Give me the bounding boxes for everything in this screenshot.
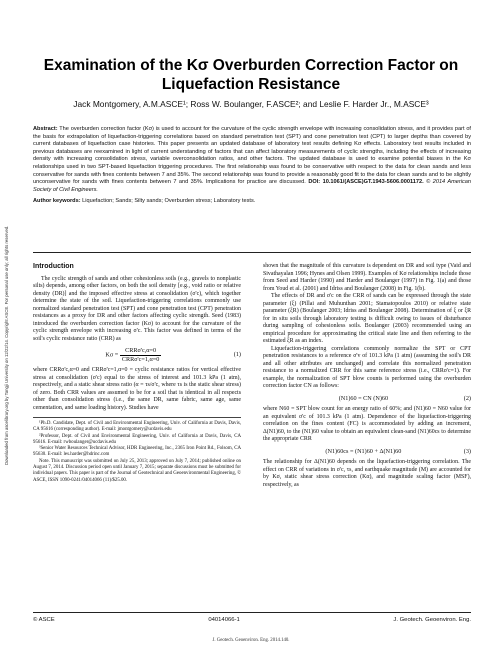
equation-2-number: (2) — [463, 394, 471, 402]
manuscript-note: Note. This manuscript was submitted on July 25, 2013; approved on July 7, 2014; published online on August 7, 2014. Discussion period open until January 7, 2015; separate discussions must be submitted for individual papers. This paper is part of the Journal of Geotechnical and Geoenvironmental Engineering, © ASCE, ISSN 1090-0241/04014066 (11)/$25.00. — [33, 458, 241, 483]
equation-2 — [263, 395, 471, 403]
abstract-label: Abstract: — [33, 126, 58, 132]
right-paragraph-5: The relationship for Δ(N1)60 depends on the liquefaction-triggering correlation. The effect on CRR of variations in σ'c, τs, and earthquake magnitude (M) are accounted for by Kσ, static shear stress correction (Kα), and magnitude scaling factor (MSF), respectively, as — [263, 459, 471, 488]
footer-page-id: 04014066-1 — [208, 617, 240, 623]
author-list: Jack Montgomery, A.M.ASCE¹; Ross W. Boulanger, F.ASCE²; and Leslie F. Harder Jr., M.ASCE³ — [73, 99, 429, 109]
abstract-text: The overburden correction factor (Kσ) is used to account for the curvature of the cyclic strength envelope with increasing consolidation stress, and it provides part of the basis for extrapolation of liquefaction-triggering correlations based on standard penetration test (SPT) and cone penetration test (CPT) to larger depths than covered by current databases of liquefaction case histories. This paper presents an updated database of laboratory test results defining Kσ effects. Laboratory test results included in previous databases are reexamined in light of current understanding of factors that can affect laboratory measurements of cyclic strengths, including the effects of increasing density with increasing consolidation stress, variable overconsolidation ratios, and other factors. The updated database is used to examine potential biases in the Kσ relationships used in two SPT-based liquefaction triggering procedures. The first relationship was found to be conservative with respect to the data for clean sands and less conservative for sands with fines contents between 7 and 35%. The second relationship was found to provide a reasonably good fit to the data for clean sands and to be slightly unconservative for sands with fines contents between 7 and 35%. Implications for practice are discussed. — [33, 126, 471, 186]
copyright-line: © 2014 American Society of Civil Engineers. — [33, 179, 472, 193]
intro-paragraph-1: The cyclic strength of sands and other cohesionless soils (e.g., gravels to nonplastic silts) depends, among other factors, on both the soil density [e.g., void ratio or relative density (DR)] and the imposed effective stress at consolidation (σ'c), which together determine the state of the soil. Liquefaction-triggering correlations commonly use normalized standard penetration test (SPT) and cone penetration test (CPT) penetration resistances as a proxy for DR and other factors affecting cyclic strength. Seed (1983) introduced the overburden correction factor (Kσ) to account for the curvature of the cyclic strength envelope with increasing σ'c. This factor was defined in terms of the soil's cyclic resistance ratio (CRR) as — [33, 275, 241, 342]
section-heading-introduction: Introduction — [33, 263, 74, 270]
right-column — [263, 263, 471, 489]
equation-2-body: (N1)60 = CN (N)60 — [338, 394, 389, 402]
equation-1-number: (1) — [233, 351, 241, 359]
keywords-text: Liquefaction; Sands; Silty sands; Overburden stress; Laboratory tests. — [82, 198, 256, 205]
doi-link[interactable]: DOI: 10.1061/(ASCE)GT.1943-5606.0001172. — [308, 179, 424, 186]
equation-1 — [33, 347, 241, 363]
abstract-divider — [33, 252, 471, 253]
keywords-label: Author keywords: — [33, 198, 81, 205]
equation-1-lhs: Kσ = — [105, 351, 119, 359]
footnote-2: ²Professor, Dept. of Civil and Environmental Engineering, Univ. of California at Davis, Davis, CA 95616. E-mail: rwboulanger@ucdavis.edu — [33, 433, 241, 445]
left-column — [33, 263, 241, 484]
paper-title: Examination of the Kσ Overburden Correction Factor on Liquefaction Resistance — [43, 57, 459, 93]
right-paragraph-1: shown that the magnitude of this curvature is dependent on DR and soil type (Vaid and Sivathayalan 1996; Hynes and Olsen 1999). Examples of Kσ relationships include those from Seed and Harder (1990) and Harder and Boulanger (1997) in Fig. 1(a) and those from Youd et al. (2001) and Idriss and Boulanger (2008) in Fig. 1(b). — [263, 263, 471, 292]
equation-3 — [263, 448, 471, 456]
footnotes — [33, 417, 241, 484]
equation-1-numerator: CRRσ'c,α=0 — [120, 347, 162, 356]
right-paragraph-4: where N60 = SPT blow count for an energy ratio of 60%; and (N1)60 = N60 value for an equivalent σ'c of 101.3 kPa (1 atm). Dependence of the liquefaction-triggering correlation on the fines content (FC) is accommodated by adding an increment, Δ(N1)60, to the (N1)60 value to obtain an equivalent clean-sand (N1)60cs to determine the appropriate CRR — [263, 406, 471, 442]
equation-3-number: (3) — [463, 447, 471, 455]
footer-journal: J. Geotech. Geoenviron. Eng. — [393, 617, 471, 623]
page-footer — [33, 617, 471, 623]
equation-1-fraction — [120, 347, 162, 363]
abstract-section — [33, 126, 471, 206]
intro-paragraph-2: where CRRσ'c,α=0 and CRRσ'c=1,α=0 = cyclic resistance ratios for vertical effective stress at consolidation (σ'c) equal to the stress of interest and 101.3 kPa (1 atm), respectively, and a static shear stress ratio (α = τs/σ'c, where τs is the static shear stress) of zero. Both CRR values are assumed to be for a soil that is identical in all respects other than consolidation stress (i.e., the same DR, same fabric, same age, same cementation, and same loading history). Studies have — [33, 367, 241, 411]
footer-divider — [33, 612, 471, 613]
footnote-1: ¹Ph.D. Candidate, Dept. of Civil and Environmental Engineering, Univ. of California at Davis, Davis, CA 95616 (corresponding author). E-mail: jmontgomery@ucdavis.edu — [33, 421, 241, 433]
footnote-3: ³Senior Water Resources Technical Advisor, HDR Engineering, Inc., 2365 Iron Point Rd., Folsom, CA 95630. E-mail: les.harder@hdrinc.com — [33, 446, 241, 458]
abstract-paragraph — [33, 126, 471, 194]
right-paragraph-3: Liquefaction-triggering correlations commonly normalize the SPT or CPT penetration resistances to a reference σ'v of 101.3 kPa (1 atm) (assuming the soil's DR and all other attributes are unchanged) and correlate this normalized penetration resistance to a normalized CRR for this same reference stress (i.e., CRRσ'c=1). For example, the normalization of SPT blow counts is performed using the overburden correction factor CN as follows: — [263, 345, 471, 389]
equation-1-denominator: CRRσ'c=1,α=0 — [121, 355, 160, 363]
download-notice: Downloaded from ascelibrary.org by Tongji University on 12/22/14. Copyright ASCE. For personal use only; all rights reserved. — [4, 225, 9, 465]
bottom-citation: J. Geotech. Geoenviron. Eng. 2014.140. — [212, 638, 290, 643]
keywords-line — [33, 198, 471, 206]
right-paragraph-2: The effects of DR and σ'c on the CRR of sands can be expressed through the state parameter (ξ) (Pillai and Muhunthan 2001; Stamatopoulos 2010) or relative state parameter (ξR) (Boulanger 2003; Idriss and Boulanger 2008). Determination of ξ or ξR for in situ soils through laboratory testing is difficult owing to issues of disturbance during sampling of cohesionless soils. Boulanger (2003) recommended using an empirical procedure for approximating the critical state line and then referring to the estimated ξR as an index. — [263, 293, 471, 344]
equation-3-body: (N1)60cs = (N1)60 + Δ(N1)60 — [325, 447, 402, 455]
footer-copyright: © ASCE — [33, 617, 55, 623]
equation-1-body — [33, 347, 234, 363]
